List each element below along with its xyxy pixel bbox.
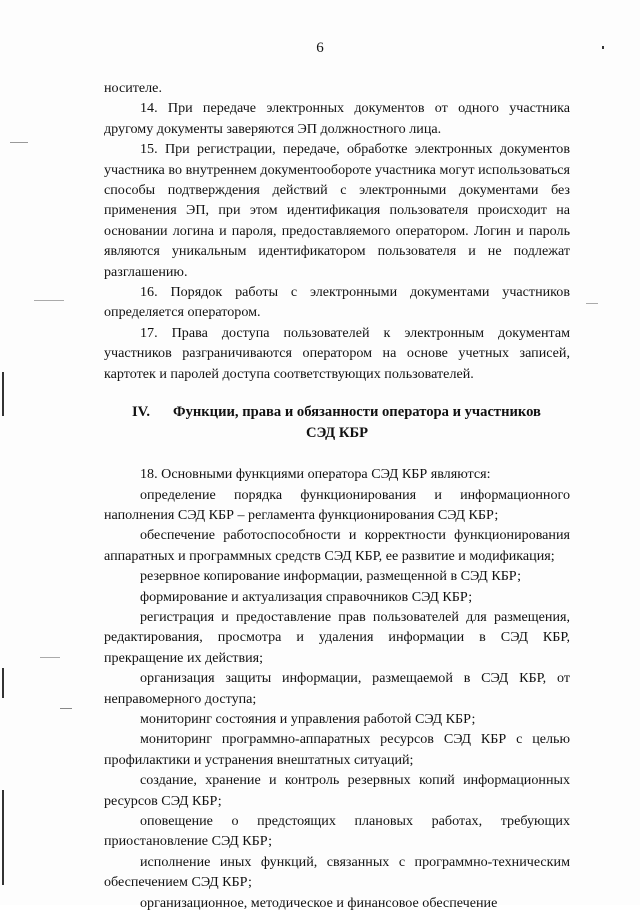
scan-margin-mark bbox=[602, 46, 604, 49]
list-item: исполнение иных функций, связанных с программно-техническим обеспечением СЭД КБР; bbox=[104, 853, 570, 891]
paragraph: 18. Основными функциями оператора СЭД КБР являются: bbox=[140, 466, 491, 483]
scan-margin-mark bbox=[10, 142, 28, 143]
section-title-line1: Функции, права и обязанности оператора и участников bbox=[173, 404, 541, 421]
section-title-line2: СЭД КБР bbox=[305, 425, 369, 442]
list-item: организационное, методическое и финансовое обеспечение bbox=[140, 894, 498, 911]
paragraphs-bottom bbox=[104, 464, 570, 913]
list-item: мониторинг состояния и управления работой СЭД КБР; bbox=[140, 710, 476, 727]
list-item: мониторинг программно-аппаратных ресурсов СЭД КБР с целью профилактики и устранения внештатных ситуаций; bbox=[104, 731, 570, 768]
list-item: обеспечение работоспособности и корректности функционирования аппаратных и программных средств СЭД КБР, ее развитие и модификация; bbox=[104, 527, 570, 564]
scan-margin-mark bbox=[40, 657, 60, 658]
section-number: IV. bbox=[132, 404, 150, 421]
scan-margin-mark bbox=[60, 708, 72, 709]
paragraph: 15. При регистрации, передаче, обработке электронных документов участника во внутреннем документообороте участника могут использоваться способы подтверждения действий с электронными документами без применения ЭП, при этом идентификация пользователя происходит на основании логина и пароля, предоставляемого оператором. Логин и пароль являются уникальным идентификатором пользователя и не подлежат разглашению. bbox=[104, 141, 570, 280]
scan-margin-mark bbox=[586, 303, 598, 304]
list-item: создание, хранение и контроль резервных копий информационных ресурсов СЭД КБР; bbox=[104, 772, 570, 809]
list-item: организация защиты информации, размещаемой в СЭД КБР, от неправомерного доступа; bbox=[104, 670, 570, 707]
document-body bbox=[104, 78, 570, 913]
scan-margin-mark bbox=[34, 300, 64, 301]
paragraph: 17. Права доступа пользователей к электронным документам участников разграничиваются оператором на основе учетных записей, картотек и паролей доступа соответствующих пользователей. bbox=[104, 324, 570, 382]
list-item: регистрация и предоставление прав пользователей для размещения, редактирования, просмотра и удаления информации в СЭД КБР, прекращение их действия; bbox=[104, 608, 570, 666]
paragraph: 16. Порядок работы с электронными документами участников определяется оператором. bbox=[104, 284, 570, 321]
list-item: оповещение о предстоящих плановых работах, требующих приостановление СЭД КБР; bbox=[104, 813, 570, 850]
list-item: формирование и актуализация справочников СЭД КБР; bbox=[140, 588, 473, 605]
section-heading bbox=[104, 402, 570, 444]
paragraph: 14. При передаче электронных документов от одного участника другому документы заверяются ЭП должностного лица. bbox=[104, 100, 570, 137]
paragraphs-top bbox=[104, 78, 570, 384]
paragraph: носителе. bbox=[104, 80, 162, 96]
scan-margin-mark bbox=[2, 790, 4, 885]
page-number: 6 bbox=[316, 40, 324, 56]
list-item: резервное копирование информации, размещенной в СЭД КБР; bbox=[140, 568, 522, 585]
scan-margin-mark bbox=[2, 372, 4, 416]
scan-margin-mark bbox=[2, 668, 4, 698]
list-item: определение порядка функционирования и информационного наполнения СЭД КБР – регламента функционирования СЭД КБР; bbox=[104, 486, 570, 523]
